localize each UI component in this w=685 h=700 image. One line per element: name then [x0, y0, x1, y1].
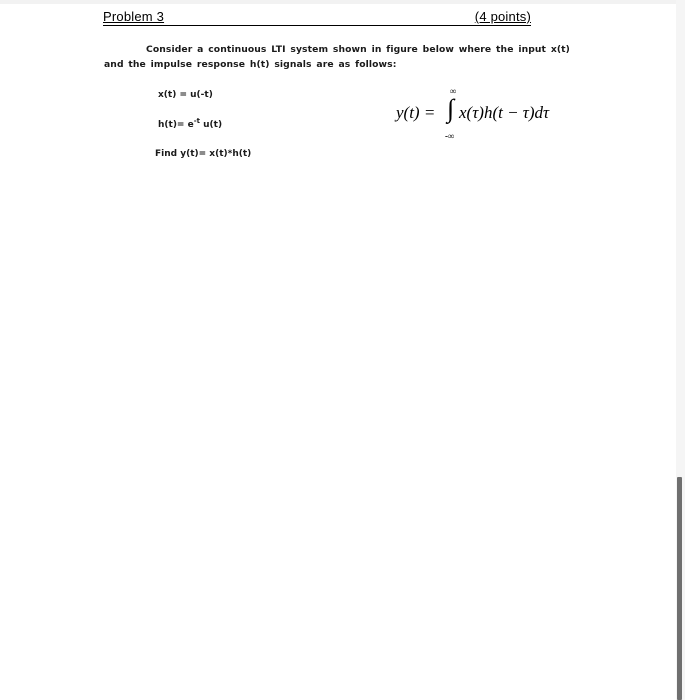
find-instruction: Find y(t)= x(t)*h(t): [155, 149, 252, 159]
formula-lhs: y(t) =: [396, 103, 436, 122]
impulse-response-exponent: -t: [193, 117, 200, 125]
convolution-formula: [396, 86, 556, 146]
problem-header: [103, 9, 531, 26]
statement-line-2: and the impulse response h(t) signals are as follows:: [104, 59, 397, 70]
impulse-response-definition: [158, 117, 223, 130]
formula-integrand: x(τ)h(t − τ)dτ: [459, 103, 550, 122]
integral-sign: ∫: [447, 94, 455, 123]
scrollbar-thumb[interactable]: [677, 477, 682, 700]
top-edge: [0, 0, 685, 4]
impulse-response-suffix: u(t): [199, 120, 223, 130]
input-signal-definition: x(t) = u(-t): [158, 90, 213, 100]
vertical-scrollbar[interactable]: [676, 0, 685, 700]
points-label: (4 points): [474, 9, 531, 24]
impulse-response-prefix: h(t)= e: [158, 120, 194, 130]
integral-lower-limit: -∞: [445, 131, 455, 141]
problem-title: Problem 3: [103, 9, 165, 24]
statement-line-1: Consider a continuous LTI system shown in figure below where the input x(t): [146, 44, 570, 55]
integral-upper-limit: ∞: [450, 86, 457, 96]
